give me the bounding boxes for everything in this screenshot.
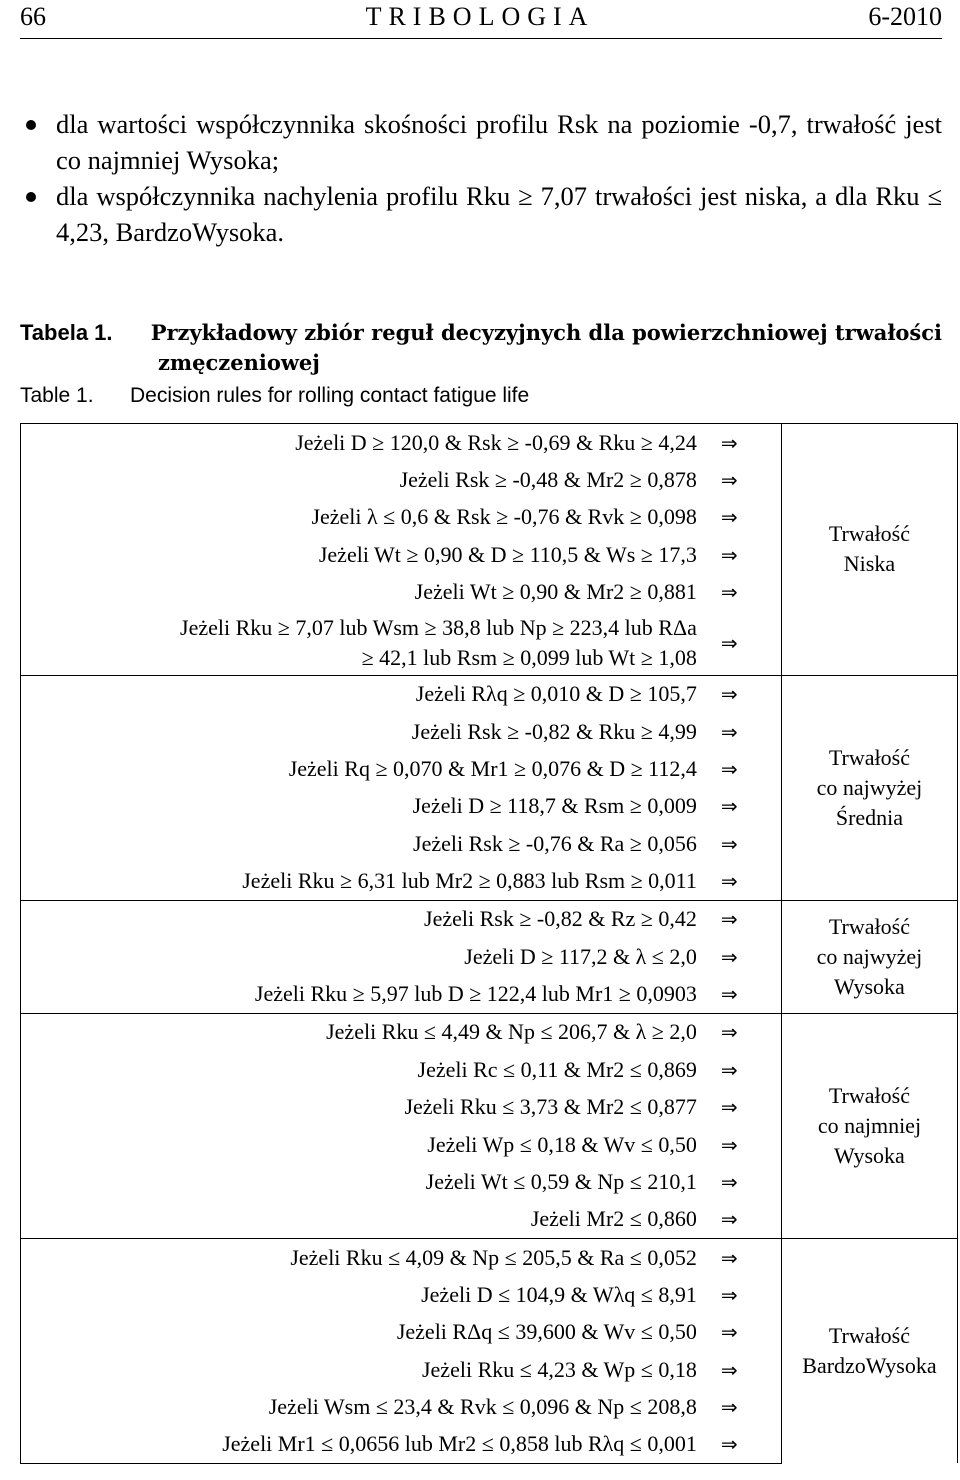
rule-line: Jeżeli Rq ≥ 0,070 & Mr1 ≥ 0,076 & D ≥ 112,4	[288, 756, 697, 782]
result-cell	[781, 900, 957, 1013]
rule-condition	[21, 713, 707, 750]
caption-polish	[20, 318, 942, 378]
rule-condition	[21, 573, 707, 610]
implies-icon: ⇒	[707, 713, 782, 750]
implies-icon: ⇒	[707, 975, 782, 1013]
implies-icon: ⇒	[707, 461, 782, 498]
rule-line: Jeżeli Rku ≥ 5,97 lub D ≥ 122,4 lub Mr1 ≥ 0,0903	[254, 981, 697, 1007]
rule-line: Jeżeli Rku ≤ 4,09 & Np ≤ 205,5 & Ra ≤ 0,052	[290, 1244, 697, 1270]
rule-condition	[21, 1314, 707, 1351]
result-cell	[781, 675, 957, 900]
implies-icon: ⇒	[707, 938, 782, 975]
rule-line: Jeżeli Mr1 ≤ 0,0656 lub Mr2 ≤ 0,858 lub Rλq ≤ 0,001	[222, 1431, 697, 1457]
rule-line: Jeżeli Rku ≥ 7,07 lub Wsm ≥ 38,8 lub Np ≥ 223,4 lub RΔa	[180, 614, 697, 640]
result-line: Średnia	[835, 804, 904, 830]
bullet-text: dla wartości współczynnika skośności profilu Rsk na poziomie -0,7, trwałość jest co najmniej Wysoka;	[56, 109, 942, 175]
rule-line: Jeżeli Mr2 ≤ 0,860	[530, 1206, 697, 1232]
rule-condition	[21, 1201, 707, 1239]
rule-condition	[21, 1238, 707, 1276]
implies-icon: ⇒	[707, 1089, 782, 1126]
rule-condition	[21, 1126, 707, 1163]
result-line: Trwałość	[828, 744, 910, 770]
result-line: Wysoka	[834, 1142, 905, 1168]
rule-line: Jeżeli Wp ≤ 0,18 & Wv ≤ 0,50	[427, 1131, 697, 1157]
implies-icon: ⇒	[707, 825, 782, 862]
implies-icon: ⇒	[707, 1314, 782, 1351]
implies-icon: ⇒	[707, 675, 782, 713]
rule-line: Jeżeli Rsk ≥ -0,82 & Rz ≥ 0,42	[424, 906, 697, 932]
implies-icon: ⇒	[707, 1013, 782, 1051]
rule-row	[21, 675, 958, 713]
table-caption	[20, 318, 942, 410]
rule-line: Jeżeli λ ≤ 0,6 & Rsk ≥ -0,76 & Rvk ≥ 0,098	[311, 504, 697, 530]
implies-icon: ⇒	[707, 499, 782, 536]
header-rule	[20, 38, 942, 39]
bullet-icon	[26, 192, 36, 202]
implies-icon: ⇒	[707, 611, 782, 676]
implies-icon: ⇒	[707, 1426, 782, 1464]
bullet-item	[20, 178, 942, 250]
rule-condition	[21, 499, 707, 536]
implies-icon: ⇒	[707, 1388, 782, 1425]
rule-line: Jeżeli Rku ≤ 3,73 & Mr2 ≤ 0,877	[404, 1094, 697, 1120]
rule-condition	[21, 862, 707, 900]
rule-row	[21, 900, 958, 938]
rule-row	[21, 1238, 958, 1276]
rule-condition	[21, 1426, 707, 1464]
rule-condition	[21, 1163, 707, 1200]
result-line: Trwałość	[828, 913, 910, 939]
implies-icon: ⇒	[707, 536, 782, 573]
implies-icon: ⇒	[707, 1126, 782, 1163]
implies-icon: ⇒	[707, 862, 782, 900]
implies-icon: ⇒	[707, 1351, 782, 1388]
rule-line: Jeżeli D ≥ 117,2 & λ ≤ 2,0	[464, 943, 697, 969]
rule-line: Jeżeli Rsk ≥ -0,76 & Ra ≥ 0,056	[413, 830, 697, 856]
caption-english	[20, 382, 942, 410]
result-cell	[781, 424, 957, 676]
page-number: 66	[20, 2, 46, 31]
implies-icon: ⇒	[707, 900, 782, 938]
result-line: BardzoWysoka	[802, 1353, 937, 1379]
rule-line: Jeżeli Wt ≥ 0,90 & Mr2 ≥ 0,881	[414, 579, 697, 605]
implies-icon: ⇒	[707, 1163, 782, 1200]
rule-line: Jeżeli Rsk ≥ -0,82 & Rku ≥ 4,99	[411, 718, 697, 744]
rule-condition	[21, 1089, 707, 1126]
caption-en-label: Table 1.	[20, 384, 94, 407]
result-line: co najmniej	[817, 1112, 922, 1138]
rule-line: Jeżeli Rku ≤ 4,49 & Np ≤ 206,7 & λ ≥ 2,0	[326, 1019, 697, 1045]
implies-icon: ⇒	[707, 424, 782, 462]
result-cell	[781, 1238, 957, 1463]
rule-line: Jeżeli Wt ≥ 0,90 & D ≥ 110,5 & Ws ≥ 17,3	[318, 541, 697, 567]
implies-icon: ⇒	[707, 750, 782, 787]
rule-condition	[21, 1351, 707, 1388]
rule-line: Jeżeli Rku ≥ 6,31 lub Mr2 ≥ 0,883 lub Rsm ≥ 0,011	[242, 868, 697, 894]
rule-line: ≥ 42,1 lub Rsm ≥ 0,099 lub Wt ≥ 1,08	[361, 644, 697, 670]
rule-line: Jeżeli Rλq ≥ 0,010 & D ≥ 105,7	[415, 681, 697, 707]
implies-icon: ⇒	[707, 1051, 782, 1088]
rule-row	[21, 1013, 958, 1051]
rule-line: Jeżeli D ≥ 118,7 & Rsm ≥ 0,009	[412, 793, 697, 819]
caption-en-text: Decision rules for rolling contact fatigue life	[130, 384, 530, 407]
rule-condition	[21, 536, 707, 573]
implies-icon: ⇒	[707, 1201, 782, 1239]
decision-rules-table	[20, 423, 958, 1464]
rule-line: Jeżeli D ≤ 104,9 & Wλq ≤ 8,91	[421, 1281, 697, 1307]
journal-title: TRIBOLOGIA	[365, 2, 595, 31]
bullet-text: dla współczynnika nachylenia profilu Rku ≥ 7,07 trwałości jest niska, a dla Rku ≤ 4,23, BardzoWysoka.	[56, 181, 942, 247]
caption-pl-line1: Przykładowy zbiór reguł decyzyjnych dla powierzchniowej trwałości	[150, 320, 942, 345]
implies-icon: ⇒	[707, 1276, 782, 1313]
bullet-icon	[26, 120, 36, 130]
rule-condition	[21, 750, 707, 787]
rule-line: Jeżeli RΔq ≤ 39,600 & Wv ≤ 0,50	[396, 1319, 697, 1345]
rule-condition	[21, 461, 707, 498]
result-line: Niska	[843, 551, 896, 577]
result-cell	[781, 1013, 957, 1238]
rule-condition	[21, 611, 707, 676]
result-line: Trwałość	[828, 521, 910, 547]
result-line: co najwyżej	[816, 943, 923, 969]
rule-condition	[21, 1013, 707, 1051]
bullet-list	[20, 106, 942, 250]
rule-condition	[21, 1388, 707, 1425]
caption-pl-label: Tabela 1.	[20, 320, 113, 345]
implies-icon: ⇒	[707, 1238, 782, 1276]
rule-line: Jeżeli Wt ≤ 0,59 & Np ≤ 210,1	[425, 1168, 697, 1194]
result-line: Trwałość	[828, 1082, 910, 1108]
rule-line: Jeżeli Rc ≤ 0,11 & Mr2 ≤ 0,869	[417, 1056, 697, 1082]
issue-number: 6-2010	[868, 2, 942, 31]
rule-row	[21, 424, 958, 462]
rule-condition	[21, 975, 707, 1013]
result-line: Trwałość	[828, 1323, 910, 1349]
result-line: co najwyżej	[816, 774, 923, 800]
rule-condition	[21, 825, 707, 862]
rule-condition	[21, 424, 707, 462]
bullet-item	[20, 106, 942, 178]
rule-condition	[21, 788, 707, 825]
implies-icon: ⇒	[707, 573, 782, 610]
rule-condition	[21, 900, 707, 938]
rule-condition	[21, 675, 707, 713]
rule-line: Jeżeli Rsk ≥ -0,48 & Mr2 ≥ 0,878	[399, 467, 697, 493]
running-header	[0, 0, 960, 42]
rule-line: Jeżeli D ≥ 120,0 & Rsk ≥ -0,69 & Rku ≥ 4,24	[295, 429, 697, 455]
caption-pl-line2: zmęczeniowej	[158, 350, 320, 375]
rule-line: Jeżeli Wsm ≤ 23,4 & Rvk ≤ 0,096 & Np ≤ 208,8	[268, 1393, 697, 1419]
rule-condition	[21, 1051, 707, 1088]
result-line: Wysoka	[834, 973, 905, 999]
implies-icon: ⇒	[707, 788, 782, 825]
rule-condition	[21, 1276, 707, 1313]
rule-condition	[21, 938, 707, 975]
rule-line: Jeżeli Rku ≤ 4,23 & Wp ≤ 0,18	[421, 1356, 697, 1382]
